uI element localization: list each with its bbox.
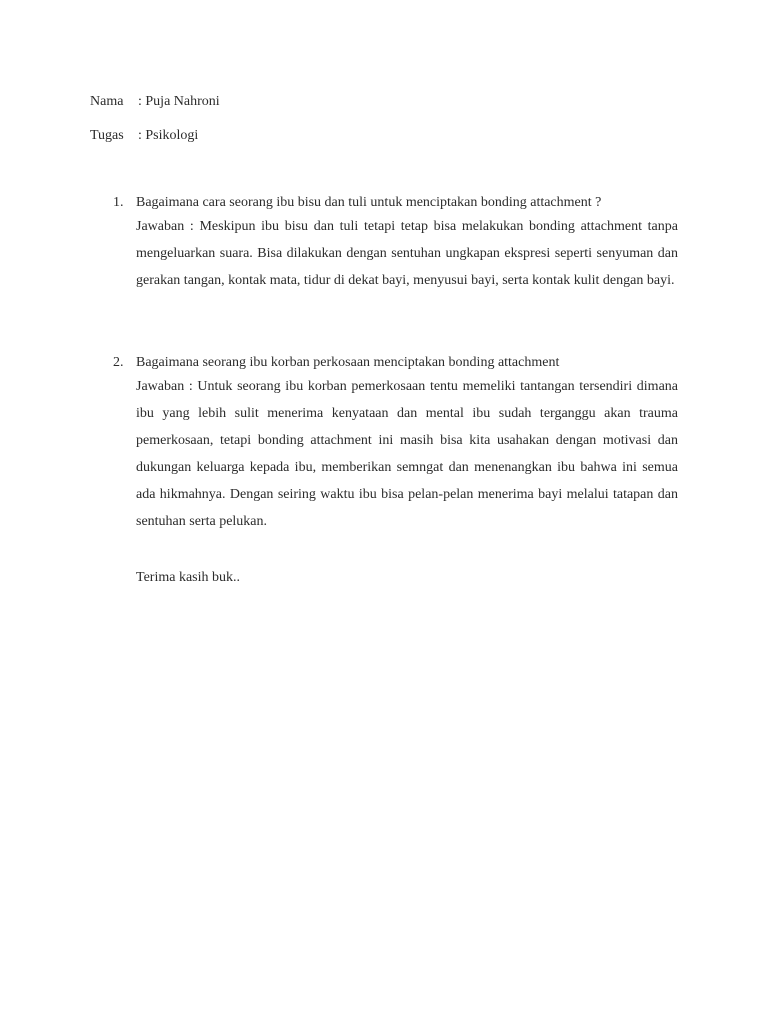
tugas-value: Psikologi — [145, 128, 199, 143]
nama-value: Puja Nahroni — [145, 94, 220, 109]
answer-text: Jawaban : Untuk seorang ibu korban pemerkosaan tentu memeliki tantangan tersendiri dimana ibu yang lebih sulit menerima kenyataan dan mental ibu sudah terganggu akan trauma pemerkosaan, tetapi bonding attachment ini masih bisa kita usahakan dengan motivasi dan dukungan keluarga kepada ibu, memberikan semngat dan menenangkan ibu bahwa ini semua ada hikmahnya. Dengan seiring waktu ibu bisa pelan-pelan menerima bayi melalui tatapan dan sentuhan serta pelukan. — [136, 379, 678, 529]
tugas-label: Tugas — [90, 128, 124, 143]
nama-row — [90, 93, 220, 111]
question-item — [113, 353, 678, 535]
closing-text: Terima kasih buk.. — [136, 570, 240, 585]
nama-label: Nama — [90, 94, 124, 109]
question-text: Bagaimana seorang ibu korban perkosaan menciptakan bonding attachment — [136, 355, 560, 370]
question-text: Bagaimana cara seorang ibu bisu dan tuli untuk menciptakan bonding attachment ? — [136, 195, 602, 210]
nama-separator: : — [138, 94, 142, 109]
tugas-row — [90, 127, 198, 145]
question-number: 1. — [113, 195, 124, 210]
tugas-separator: : — [138, 128, 142, 143]
answer-text: Jawaban : Meskipun ibu bisu dan tuli tetapi tetap bisa melakukan bonding attachment tanpa mengeluarkan suara. Bisa dilakukan dengan sentuhan ungkapan ekspresi seperti senyuman dan gerakan tangan, kontak mata, tidur di dekat bayi, menyusui bayi, serta kontak kulit dengan bayi. — [136, 219, 678, 288]
question-item — [113, 193, 678, 294]
question-number: 2. — [113, 355, 124, 370]
